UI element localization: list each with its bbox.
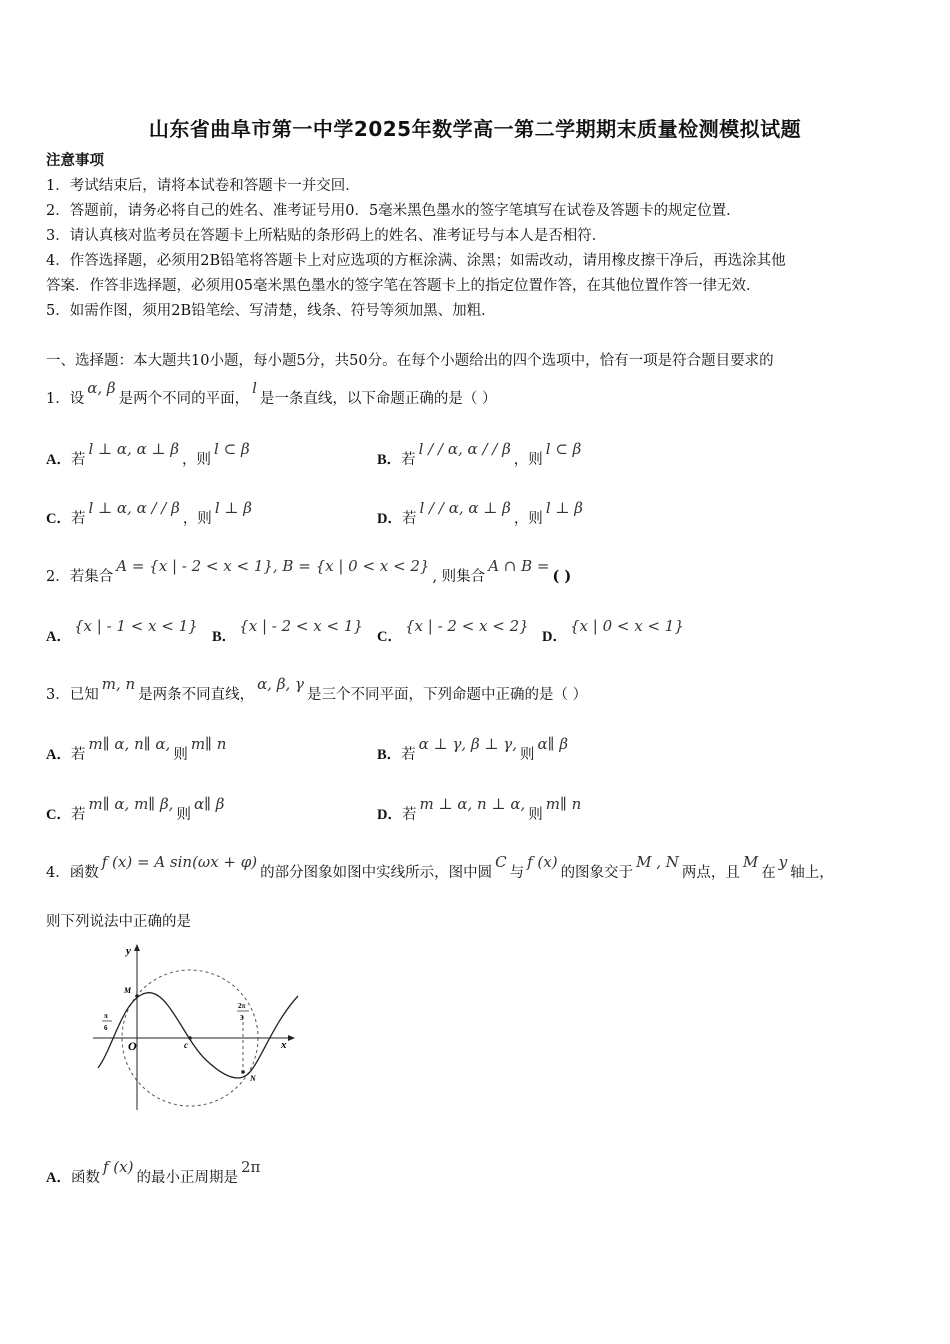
q1-text: 是一条直线，以下命题正确的是（ ） bbox=[259, 391, 497, 407]
point-c bbox=[188, 1036, 192, 1040]
option-math: {x | - 2 < x < 1} bbox=[239, 617, 363, 635]
option-label: A． bbox=[46, 629, 71, 645]
option-text: 函数 bbox=[70, 1170, 100, 1186]
option-math: l ⊂ β bbox=[214, 440, 250, 458]
option-label: A． bbox=[46, 452, 71, 468]
neg-tick-denominator: 6 bbox=[104, 1024, 108, 1032]
option-text: ，则 bbox=[513, 452, 543, 468]
option-text: 若 bbox=[401, 807, 417, 823]
option-label: D． bbox=[377, 807, 402, 823]
option-math: l / / α, α ⊥ β bbox=[419, 499, 511, 517]
option-text: ，则 bbox=[182, 452, 212, 468]
option-text: 若 bbox=[70, 747, 86, 763]
option-math: {x | - 2 < x < 2} bbox=[404, 617, 529, 635]
notice-item: 答案．作答非选择题，必须用05毫米黑色墨水的签字笔在答题卡上的指定位置作答，在其他位置作答一律无效． bbox=[46, 278, 761, 294]
option-text: 若 bbox=[70, 807, 86, 823]
option-math: l ⊂ β bbox=[545, 440, 582, 458]
option-label: D． bbox=[377, 511, 402, 527]
q3-text: 是三个不同平面，下列命题中正确的是（ ） bbox=[307, 687, 588, 703]
y-axis-label: y bbox=[126, 945, 131, 957]
point-m bbox=[135, 994, 139, 998]
q4-text: 与 bbox=[509, 865, 525, 881]
q1-text: 是两个不同的平面， bbox=[118, 391, 250, 407]
q3-text: 是两条不同直线， bbox=[138, 687, 255, 703]
option-text: 若 bbox=[401, 452, 416, 468]
option-text: ，则 bbox=[513, 511, 543, 527]
notice-item: 4．作答选择题，必须用2B铅笔将答题卡上对应选项的方框涂满、涂黑；如需改动，请用橡皮擦干净后，再选涂其他 bbox=[46, 253, 786, 269]
option-math: α∥ β bbox=[193, 795, 225, 813]
q4-text: 两点，且 bbox=[681, 865, 740, 881]
option-text: 则 bbox=[176, 807, 191, 823]
question-4 bbox=[46, 853, 834, 883]
notice-item: 2．答题前，请务必将自己的姓名、准考证号用0．5毫米黑色墨水的签字笔填写在试卷及答题卡的规定位置． bbox=[46, 203, 741, 219]
page-title: 山东省曲阜市第一中学2025年数学高一第二学期期末质量检测模拟试题 bbox=[148, 117, 802, 141]
q4-math: M bbox=[742, 853, 759, 871]
q4-text: 在 bbox=[761, 865, 776, 881]
option-text: 若 bbox=[70, 452, 86, 468]
option-label: B． bbox=[377, 452, 402, 468]
y-axis-arrow bbox=[134, 944, 140, 951]
q4-text: 轴上， bbox=[790, 865, 834, 881]
option-math: l / / α, α / / β bbox=[418, 440, 511, 458]
q4-math: f (x) bbox=[527, 853, 558, 871]
question-3 bbox=[46, 675, 588, 705]
sine-circle-figure bbox=[88, 938, 303, 1114]
option-label: C． bbox=[46, 807, 71, 823]
m-label: M bbox=[124, 986, 132, 995]
q3-option-b[interactable] bbox=[377, 735, 571, 764]
x-axis-label: x bbox=[281, 1039, 287, 1051]
option-math: 2π bbox=[240, 1158, 261, 1176]
option-math: m∥ α, m∥ β, bbox=[88, 795, 174, 813]
option-math: m∥ n bbox=[190, 735, 227, 753]
q4-math: f (x) = A sin(ωx + φ) bbox=[101, 853, 258, 871]
option-text: 则 bbox=[173, 747, 188, 763]
notice-item: 5．如需作图，须用2B铅笔绘、写清楚，线条、符号等须加黑、加粗． bbox=[46, 303, 496, 319]
point-n bbox=[241, 1070, 245, 1074]
sine-curve bbox=[98, 993, 298, 1078]
q4-number: 4．函数 bbox=[46, 865, 99, 881]
option-math: {x | - 1 < x < 1} bbox=[73, 617, 198, 635]
option-math: m∥ n bbox=[545, 795, 582, 813]
q3-option-c[interactable] bbox=[46, 795, 227, 824]
neg-tick-numerator: π bbox=[104, 1012, 108, 1020]
option-label: B． bbox=[377, 747, 402, 763]
q4-math: M , N bbox=[636, 853, 679, 871]
option-text: 若 bbox=[70, 511, 86, 527]
q1-number: 1．设 bbox=[46, 391, 85, 407]
q1-math: l bbox=[252, 379, 257, 397]
notice-heading: 注意事项 bbox=[46, 152, 104, 169]
question-1 bbox=[46, 379, 497, 409]
option-label: D． bbox=[542, 629, 567, 645]
q2-math: A ∩ B = bbox=[488, 557, 550, 575]
q1-option-b[interactable] bbox=[377, 440, 584, 469]
option-math: l ⊥ β bbox=[214, 499, 252, 517]
q2-text: , 则集合 bbox=[432, 569, 486, 585]
option-label: B． bbox=[212, 629, 237, 645]
option-math: m ⊥ α, n ⊥ α, bbox=[419, 795, 526, 813]
option-text: 若 bbox=[401, 747, 416, 763]
q2-option-b[interactable] bbox=[212, 617, 366, 646]
n-label: N bbox=[250, 1074, 256, 1083]
q4-text: 的部分图象如图中实线所示，图中圆 bbox=[260, 865, 493, 881]
notice-item: 1．考试结束后，请将本试卷和答题卡一并交回． bbox=[46, 178, 360, 194]
q3-number: 3．已知 bbox=[46, 687, 99, 703]
question-2 bbox=[46, 557, 572, 587]
option-label: A． bbox=[46, 747, 71, 763]
q2-math: A = {x | - 2 < x < 1}, B = {x | 0 < x < 2} bbox=[116, 557, 430, 575]
option-math: l ⊥ α, α ⊥ β bbox=[88, 440, 180, 458]
q3-option-d[interactable] bbox=[377, 795, 584, 824]
q1-option-a[interactable] bbox=[46, 440, 253, 469]
x-axis-arrow bbox=[288, 1035, 295, 1041]
option-text: 则 bbox=[528, 807, 543, 823]
q4-math: C bbox=[495, 853, 507, 871]
q2-number: 2．若集合 bbox=[46, 569, 114, 585]
q3-option-a[interactable] bbox=[46, 735, 229, 764]
option-math: l ⊥ β bbox=[545, 499, 583, 517]
q4-math: y bbox=[778, 853, 788, 871]
section-heading: 一、选择题：本大题共10小题，每小题5分，共50分。在每个小题给出的四个选项中，恰有一项是符合题目要求的 bbox=[46, 353, 774, 369]
option-math: m∥ α, n∥ α, bbox=[88, 735, 171, 753]
option-label: C． bbox=[46, 511, 71, 527]
q1-option-d[interactable] bbox=[377, 499, 586, 528]
pos-tick-denominator: 3 bbox=[240, 1014, 244, 1022]
q1-option-c[interactable] bbox=[46, 499, 255, 528]
q4-option-a[interactable] bbox=[46, 1158, 263, 1187]
option-math: α∥ β bbox=[537, 735, 568, 753]
option-text: ，则 bbox=[182, 511, 212, 527]
pos-tick-numerator: 2π bbox=[238, 1002, 246, 1010]
option-text: 若 bbox=[401, 511, 417, 527]
q3-math: α, β, γ bbox=[257, 675, 304, 693]
option-text: 则 bbox=[520, 747, 535, 763]
q1-math: α, β bbox=[87, 379, 116, 397]
option-math: α ⊥ γ, β ⊥ γ, bbox=[418, 735, 517, 753]
q2-option-c[interactable] bbox=[377, 617, 532, 646]
c-label: c bbox=[184, 1040, 188, 1050]
q2-text: ( ) bbox=[552, 568, 572, 585]
option-label: A． bbox=[46, 1170, 71, 1186]
option-math: l ⊥ α, α / / β bbox=[88, 499, 180, 517]
q4-text: 的图象交于 bbox=[560, 865, 634, 881]
option-math: {x | 0 < x < 1} bbox=[569, 617, 684, 635]
q4-line-2: 则下列说法中正确的是 bbox=[46, 914, 191, 930]
notice-item: 3．请认真核对监考员在答题卡上所粘贴的条形码上的姓名、准考证号与本人是否相符． bbox=[46, 228, 607, 244]
q2-option-a[interactable] bbox=[46, 617, 201, 646]
q2-option-d[interactable] bbox=[542, 617, 687, 646]
q3-math: m, n bbox=[101, 675, 136, 693]
option-label: C． bbox=[377, 629, 402, 645]
option-text: 的最小正周期是 bbox=[136, 1170, 238, 1186]
option-math: f (x) bbox=[102, 1158, 134, 1176]
origin-label: O bbox=[128, 1039, 137, 1053]
